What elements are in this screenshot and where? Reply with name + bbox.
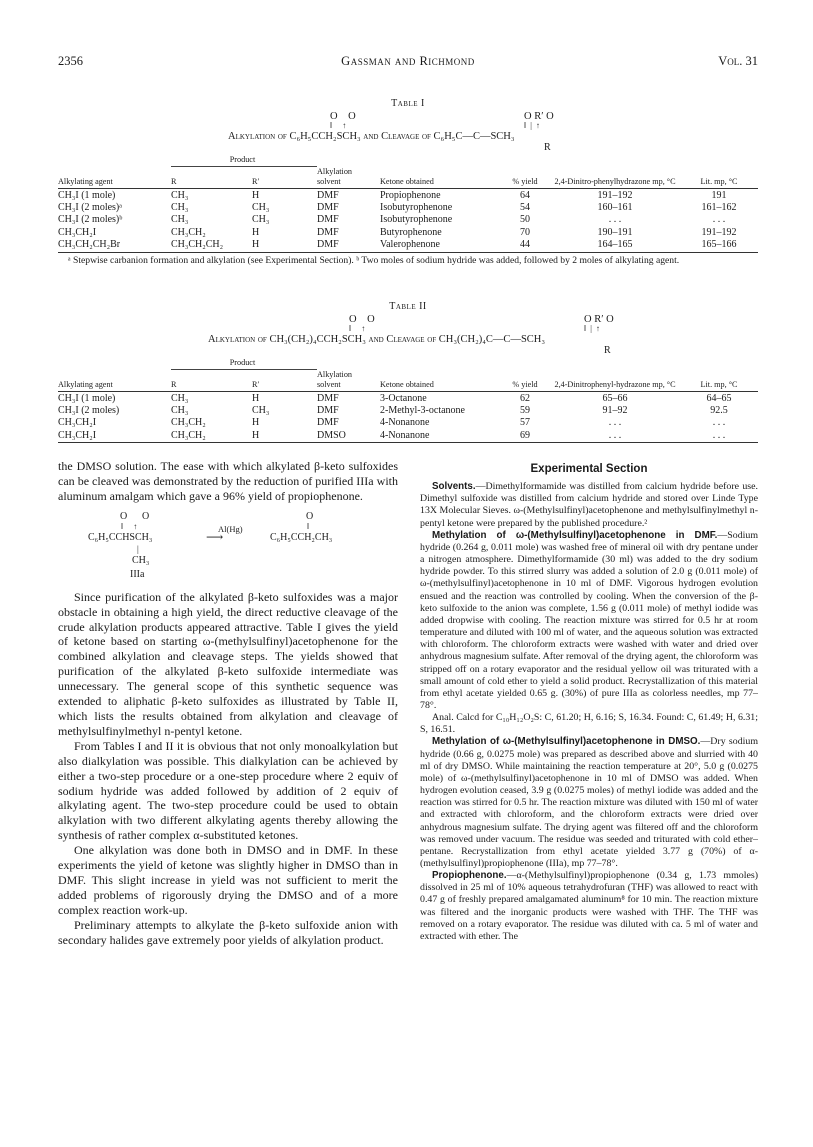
paragraph-text: —Dry sodium hydride (0.66 g, 0.0275 mole) was prepared as described above and slurried with 40 ml of dry DMSO. While maintaining the reaction temperature at 20°, 5.0 g (0.0275 mole) of ω-(methylsulfinyl)acetophenone in 10 ml of DMSO was added. When hydrogen evolution ceased, 3.9 g (0.0275 moles) of methyl iodide was added and the reaction was stirred for 0.5 hr. The reaction mixture was diluted with 150 ml of water and extracted with chloroform, and the chloroform extracts were dried over anhydrous magnesium sulfate. The drying agent was filtered off and the chloroform was removed under vacuum. The residue was seeded and triturated with cold ether–pentane. Recrystallization from ethyl acetate yielded 3.77 g (70%) of α-(methylsulfinyl)propiophenone (IIIa), mp 77–78°. — [420, 736, 758, 869]
cell: 4-Nonanone — [380, 417, 430, 429]
run-in-heading: Methylation of ω-(Methylsulfinyl)acetophenone in DMSO. — [432, 736, 701, 748]
cell: 160–161 — [597, 201, 633, 213]
table-1 — [58, 98, 758, 267]
t1-col-solvent: Alkylation solvent — [317, 166, 353, 186]
t1-col-agent: Alkylating agent — [58, 176, 113, 186]
cell: 191 — [683, 188, 758, 202]
scheme-product: C₆H₅CCH₂CH₃ — [270, 531, 333, 543]
right-column — [420, 459, 758, 943]
scheme-label: IIIa — [130, 568, 145, 580]
paragraph-text: —α-(Methylsulfinyl)propiophenone (0.34 g, 1.73 mmoles) dissolved in 25 ml of 10% aqueous tetrahydrofuran (THF) was allowed to react with 0.47 g of freshly prepared amalgamated aluminum⁸ for 10 min. The reaction mixture was filtered and the inorganic products were washed with THF. The THF was removed on a rotary evaporator. The residue was diluted with ca. 5 ml of water and extracted with ether. The — [420, 870, 758, 942]
t2-col-lit: Lit. mp, °C — [700, 379, 738, 389]
section-title: Experimental Section — [530, 463, 648, 475]
table-2-group-product: Product — [171, 358, 317, 370]
t1-col-ketone: Ketone obtained — [380, 176, 434, 186]
paragraph-text: —Sodium hydride (0.264 g, 0.011 mole) was washed free of mineral oil with dry pentane under a nitrogen atmosphere. Dimethylformamide (30 ml) was added to the dry sodium hydride powder. To this stirred slurry was added a solution of 2.0 g (0.011 mole) of ω-(methylsulfinyl)acetophenone in 10 ml of DMF. Vigorous hydrogen evolution ensued and the reaction was controlled by cooling. When the conversion of the β-keto sulfoxide to the anion was complete, 1.56 g (0.011 mole) of methyl iodide was added dropwise with cooling. The reaction mixture was stirred for 0.5 hr at room temperature and diluted with 100 ml of water, and the aqueous solution was extracted with chloroform. The chloroform extracts were washed with water and dried over anhydrous magnesium sulfate. After removal of the drying agent, the chloroform was stripped off on a rotary evaporator and the residual yellow oil was triturated with a small amount of cold ether to yield a solid product. Recrystallization of this material from ethyl acetate yielded 0.65 g. (30%) of pure IIIa as colorless needles, mp 77–78°. — [420, 529, 758, 711]
t1-col-hydrazone: 2,4-Dinitro-phenylhydrazone mp, °C — [554, 176, 676, 186]
table-1-caption-text: Alkylation of C₆H₅CCH₂SCH₃ and Cleavage of C₆H₅C—C—SCH₃ — [228, 131, 515, 142]
cell: 164–165 — [550, 239, 683, 252]
cell: 69 — [503, 430, 550, 443]
cell: Valerophenone — [380, 239, 503, 252]
cell: H — [252, 226, 260, 238]
cell: Isobutyrophenone — [380, 214, 453, 226]
cell: 92.5 — [710, 404, 728, 416]
t1-col-yield: % yield — [512, 176, 538, 186]
paragraph: Anal. Calcd for C₁₀H₁₂O₂S: C, 61.20; H, 6.16; S, 16.34. Found: C, 61.49; H, 6.31; S, 16.51. — [420, 712, 758, 736]
t1-col-r: R — [171, 176, 177, 186]
cell: CH₃I (2 moles) — [58, 404, 120, 416]
cell: DMF — [317, 188, 380, 202]
run-in-heading: Methylation of ω-(Methylsulfinyl)acetophenone in DMF. — [432, 529, 718, 541]
t2-col-hydrazone: 2,4-Dinitrophenyl-hydrazone mp, °C — [554, 379, 676, 389]
cell: 44 — [503, 239, 550, 252]
cell: DMF — [317, 201, 339, 213]
cell: CH₃CH₂I — [58, 430, 171, 443]
cell: DMF — [317, 214, 339, 226]
paragraph: One alkylation was done both in DMSO and in DMF. In these experiments the yield of ketone was slightly higher in DMSO than in DMF. This slight increase in yield was not sufficient to merit the added problems of rigorously drying the DMSO and of a more complex reaction work-up. — [58, 843, 398, 917]
table-1-caption: O O ‖ ↑ O R′ O ‖ | ↑ Alkylation of C₆H₅CCH₂SCH₃ and Cleavage of C₆H₅C—C—SCH₃ R — [228, 111, 554, 153]
table-2-grid — [58, 358, 758, 443]
cell: 57 — [520, 417, 530, 429]
scheme-o3: O — [306, 510, 314, 522]
cell: DMF — [317, 391, 380, 405]
cell: CH₃CH₂I — [58, 417, 97, 429]
cell: 191–192 — [550, 188, 683, 202]
page — [58, 54, 758, 947]
table-row — [58, 202, 758, 214]
paragraph — [420, 481, 758, 530]
cell: H — [252, 239, 317, 252]
cell: 161–162 — [701, 201, 737, 213]
cell: CH₃CH₂ — [171, 430, 252, 443]
cell: DMF — [317, 226, 339, 238]
cell: 191–192 — [701, 226, 737, 238]
paragraph — [420, 870, 758, 943]
cell: . . . — [712, 417, 726, 429]
cell: CH₃CH₂ — [171, 226, 206, 238]
cell: H — [252, 188, 317, 202]
t2-col-ketone: Ketone obtained — [380, 379, 434, 389]
cell: . . . — [712, 214, 726, 226]
paragraph-text: —Dimethylformamide was distilled from calcium hydride before use. Dimethyl sulfoxide was distilled from calcium hydride and stored over Linde Type 13X Molecular Sieves. ω-(Methylsulfinyl)acetophenone and methylsulfinylmethyl n-pentyl ketone were prepared by the published procedure.² — [420, 481, 758, 529]
paragraph: Preliminary attempts to alkylate the β-keto sulfoxide anion with secondary halides gave extremely poor yields of alkylation product. — [58, 917, 398, 947]
volume: Vol. 31 — [718, 54, 758, 68]
table-2-caption: O O ‖ ↑ O R′ O ‖ | ↑ Alkylation of CH₃(CH₂)₄CCH₂SCH₃ and Cleavage of CH₃(CH₂)₄C—C—SCH₃ R — [208, 314, 614, 356]
cell: CH₃ — [171, 404, 189, 416]
table-2-label: Table II — [389, 301, 427, 312]
cell: CH₃CH₂CH₂Br — [58, 239, 171, 252]
cell: 62 — [503, 391, 550, 405]
table-row — [58, 227, 758, 239]
t2-col-yield: % yield — [512, 379, 538, 389]
paragraph — [420, 530, 758, 712]
table-2 — [58, 301, 758, 443]
cell: 3-Octanone — [380, 391, 503, 405]
reaction-scheme: O O O ‖ ↑ ‖ C₆H₅CCHSCH₃ Al(Hg) ⟶ C₆H₅CCH₂CH₃ | CH₃ IIIa — [58, 508, 398, 586]
cell: H — [252, 391, 317, 405]
t2-col-r: R — [171, 379, 177, 389]
cell: CH₃ — [171, 201, 189, 213]
t1-col-r2: R′ — [252, 176, 260, 186]
table-row — [58, 405, 758, 417]
cell: . . . — [608, 417, 622, 429]
page-number: 2356 — [58, 54, 83, 68]
table-1-group-product: Product — [171, 155, 317, 167]
cell: H — [252, 417, 260, 429]
t1-col-lit: Lit. mp, °C — [700, 176, 738, 186]
authors: Gassman and Richmond — [341, 54, 475, 68]
cell: 54 — [520, 201, 530, 213]
cell: 65–66 — [550, 391, 683, 405]
cell: 70 — [520, 226, 530, 238]
cell: CH₃I (2 moles)ᵇ — [58, 214, 123, 226]
cell: Butyrophenone — [380, 226, 442, 238]
table-row — [58, 239, 758, 252]
running-header — [58, 54, 758, 72]
cell: DMF — [317, 239, 380, 252]
run-in-heading: Solvents. — [432, 481, 476, 493]
cell: 165–166 — [683, 239, 758, 252]
cell: CH₃ — [252, 404, 270, 416]
cell: CH₃CH₂CH₂ — [171, 239, 252, 252]
cell: 91–92 — [602, 404, 628, 416]
t2-col-agent: Alkylating agent — [58, 379, 113, 389]
cell: CH₃ — [171, 188, 252, 202]
cell: DMF — [317, 417, 339, 429]
arrow-icon: ⟶ — [206, 529, 224, 544]
scheme-reactant: C₆H₅CCHSCH₃ — [88, 531, 153, 543]
table-row — [58, 430, 758, 443]
cell: . . . — [550, 430, 683, 443]
cell: 64–65 — [683, 391, 758, 405]
cell: 4-Nonanone — [380, 430, 503, 443]
t2-col-solvent: Alkylation solvent — [317, 369, 353, 389]
cell: DMSO — [317, 430, 380, 443]
cell: . . . — [608, 214, 622, 226]
cell: 2-Methyl-3-octanone — [380, 404, 465, 416]
paragraph — [420, 736, 758, 870]
left-column — [58, 459, 398, 947]
scheme-o2: O — [142, 510, 150, 522]
cell: CH₃CH₂ — [171, 417, 206, 429]
cell: CH₃I (1 mole) — [58, 188, 171, 202]
cell: 190–191 — [597, 226, 633, 238]
cell: 64 — [503, 188, 550, 202]
table-row — [58, 214, 758, 226]
table-1-grid — [58, 155, 758, 253]
run-in-heading: Propiophenone. — [432, 870, 507, 882]
table-1-footnote: ᵃ Stepwise carbanion formation and alkylation (see Experimental Section). ᵇ Two moles of sodium hydride was added, followed by 2 moles of alkylating agent. — [68, 254, 680, 266]
scheme-substituent: CH₃ — [132, 554, 150, 566]
t2-col-r2: R′ — [252, 379, 260, 389]
paragraph: Since purification of the alkylated β-keto sulfoxides was a major obstacle in obtaining a high yield, the direct reductive cleavage of the crude alkylation products appeared attractive. Table I gives the yield of ketone based on starting ω-(methylsulfinyl)acetophenone for the combined alkylation and cleavage steps. The yields showed that purification of the alkylated β-keto sulfoxide intermediate was unnecessary. The general scope of this synthetic sequence was extended to aliphatic β-keto sulfoxides as illustrated by Table II, which lists the results obtained from alkylation and cleavage of methylsulfinylmethyl n-pentyl ketone. — [58, 589, 398, 738]
table-2-caption-text: Alkylation of CH₃(CH₂)₄CCH₂SCH₃ and Cleavage of CH₃(CH₂)₄C—C—SCH₃ — [208, 334, 546, 345]
table-row — [58, 417, 758, 429]
scheme-reagent: Al(Hg) — [218, 523, 243, 534]
table-row — [58, 391, 758, 405]
cell: Propiophenone — [380, 188, 503, 202]
cell: 59 — [520, 404, 530, 416]
cell: CH₃ — [171, 391, 252, 405]
paragraph: From Tables I and II it is obvious that not only monoalkylation but also dialkylation was possible. This dialkylation can be achieved by either a two-step procedure or a one-step procedure where 2 equiv of sodium hydride was added followed by addition of 2 equiv of alkylating agent. The two-step procedure could be used to obtain alkylation with two different alkylating agents thereby allowing the synthesis of rather complex α-substituted ketones. — [58, 738, 398, 843]
cell: CH₃ — [171, 214, 189, 226]
cell: CH₃I (2 moles)ᵃ — [58, 201, 122, 213]
cell: CH₃ — [252, 214, 270, 226]
cell: 50 — [520, 214, 530, 226]
table-row — [58, 188, 758, 202]
cell: CH₃ — [252, 201, 270, 213]
cell: . . . — [683, 430, 758, 443]
table-1-label: Table I — [391, 98, 425, 109]
cell: Isobutyrophenone — [380, 201, 453, 213]
scheme-o1: O — [120, 510, 128, 522]
cell: CH₃CH₂I — [58, 226, 97, 238]
cell: CH₃I (1 mole) — [58, 391, 171, 405]
cell: DMF — [317, 404, 339, 416]
paragraph: the DMSO solution. The ease with which alkylated β-keto sulfoxides can be cleaved was demonstrated by the reduction of purified IIIa with aluminum amalgam which gave a 96% yield of propiophenone. — [58, 459, 398, 503]
cell: H — [252, 430, 317, 443]
